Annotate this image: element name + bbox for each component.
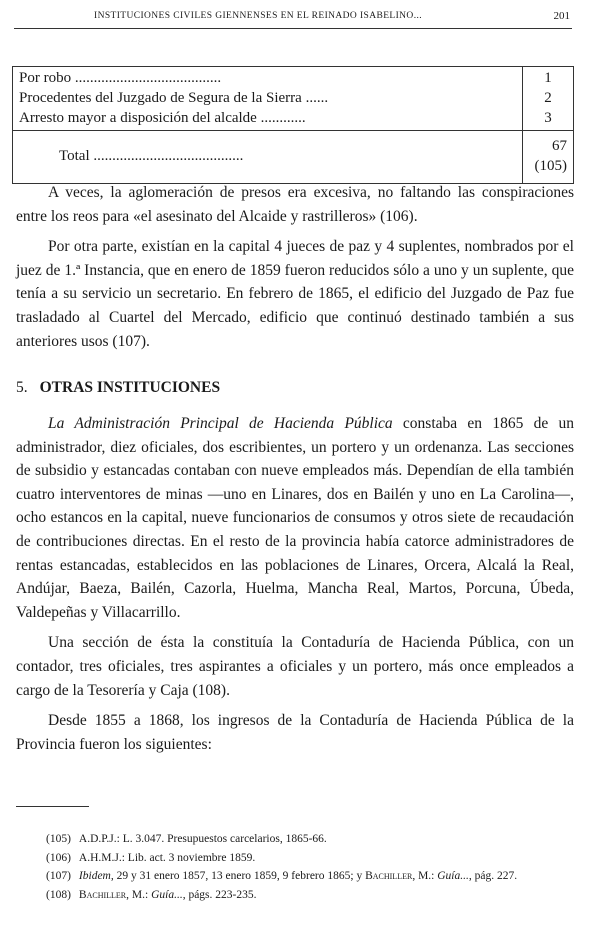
footnote-rule [16, 806, 89, 807]
table-cell-label: Por robo ....................................... [13, 67, 523, 89]
footnote [16, 830, 574, 849]
table-cell-value: 3 [523, 108, 574, 131]
body-text-lower [16, 412, 574, 756]
table-row [13, 108, 574, 131]
paragraph: Por otra parte, existían en la capital 4 jueces de paz y 4 suplentes, nombrados por el juez de 1.ª Instancia, que en enero de 1859 fueron reducidos sólo a uno y un suplente, que tenía a su servicio un secretario. En febrero de 1865, el edificio del Juzgado de Paz fue trasladado al Cuartel del Mercado, edificio que continuó destinado también a sus anteriores usos (107). [16, 238, 574, 350]
footnote-text: Bachiller [78, 888, 127, 901]
table-total-label: Total ........................................ [13, 131, 523, 184]
table-row [13, 88, 574, 108]
footnote-text: , pág. 227. [468, 870, 518, 882]
footnote-text: A.H.M.J.: Lib. act. 3 noviembre 1859. [78, 851, 256, 864]
table-cell-label: Procedentes del Juzgado de Segura de la Sierra ...... [13, 88, 523, 108]
footnote [16, 867, 574, 886]
footnote-text: , M.: [412, 870, 438, 882]
footnote-number: (106) [46, 851, 71, 864]
prisoner-table [12, 66, 574, 184]
section-number: 5. [16, 379, 28, 396]
paragraph: Desde 1855 a 1868, los ingresos de la Contaduría de Hacienda Pública de la Provincia fueron los siguientes: [16, 712, 574, 753]
footnote [16, 886, 574, 905]
footnote-text: Guía... [437, 870, 469, 882]
page-header [14, 8, 572, 29]
table-row [13, 67, 574, 89]
footnotes [16, 830, 574, 904]
paragraph [16, 412, 574, 624]
paragraph-text: constaba en 1865 de un administrador, diez oficiales, dos escribientes, un portero y un ordenanza. Las secciones de subsidio y estancadas contaban con nueve empleados más. Dependían de ella también cuatro interventores de minas —uno en Linares, dos en Bailén y uno en La Carolina—, ocho estancos en la capital, nueve funcionarios de consumos y otros siete de recaudación de contribuciones directas. En el resto de la provincia había catorce administradores de rentas estancadas, establecidos en las poblaciones de Linares, Orcera, Alcalá la Real, Andújar, Baeza, Bailén, Cazorla, Huelma, Mancha Real, Martos, Porcuna, Úbeda, Valdepeñas y Villacarrillo. [16, 415, 574, 621]
italic-institution-name: La Administración Principal de Hacienda Pública [48, 415, 393, 432]
footnote-text: 29 y 31 enero 1857, 13 enero 1859, 9 febrero 1865; y [113, 870, 366, 882]
section-heading [16, 379, 220, 397]
table-cell-value: 2 [523, 88, 574, 108]
footnote-text: , págs. 223-235. [182, 888, 257, 901]
body-text-upper [16, 181, 574, 353]
table-total-row [13, 131, 574, 184]
page-number: 201 [553, 10, 570, 22]
paragraph: A veces, la aglomeración de presos era excesiva, no faltando las conspiraciones entre los reos para «el asesinato del Alcaide y rastrilleros» (106). [16, 184, 574, 225]
table-total-value: 67 (105) [523, 131, 574, 184]
running-head: INSTITUCIONES CIVILES GIENNENSES EN EL REINADO ISABELINO... [94, 11, 423, 21]
paragraph: Una sección de ésta la constituía la Contaduría de Hacienda Pública, con un contador, tres oficiales, tres aspirantes a oficiales y un portero, más once empleados a cargo de la Tesorería y Caja (108). [16, 634, 574, 699]
footnote-number: (107) [46, 870, 71, 882]
table-cell-label: Arresto mayor a disposición del alcalde ............ [13, 108, 523, 131]
footnote-number: (108) [46, 888, 71, 901]
footnote-text: Guía... [151, 888, 183, 901]
footnote-text: Bachiller [365, 870, 413, 882]
footnote-text: Ibidem, [78, 870, 114, 882]
table-cell-value: 1 [523, 67, 574, 89]
footnote-text: A.D.P.J.: L. 3.047. Presupuestos carcelarios, 1865-66. [78, 833, 327, 845]
footnote-number: (105) [46, 833, 71, 845]
section-title: OTRAS INSTITUCIONES [39, 379, 221, 396]
footnote-text: , M.: [126, 888, 152, 901]
footnote [16, 849, 574, 868]
